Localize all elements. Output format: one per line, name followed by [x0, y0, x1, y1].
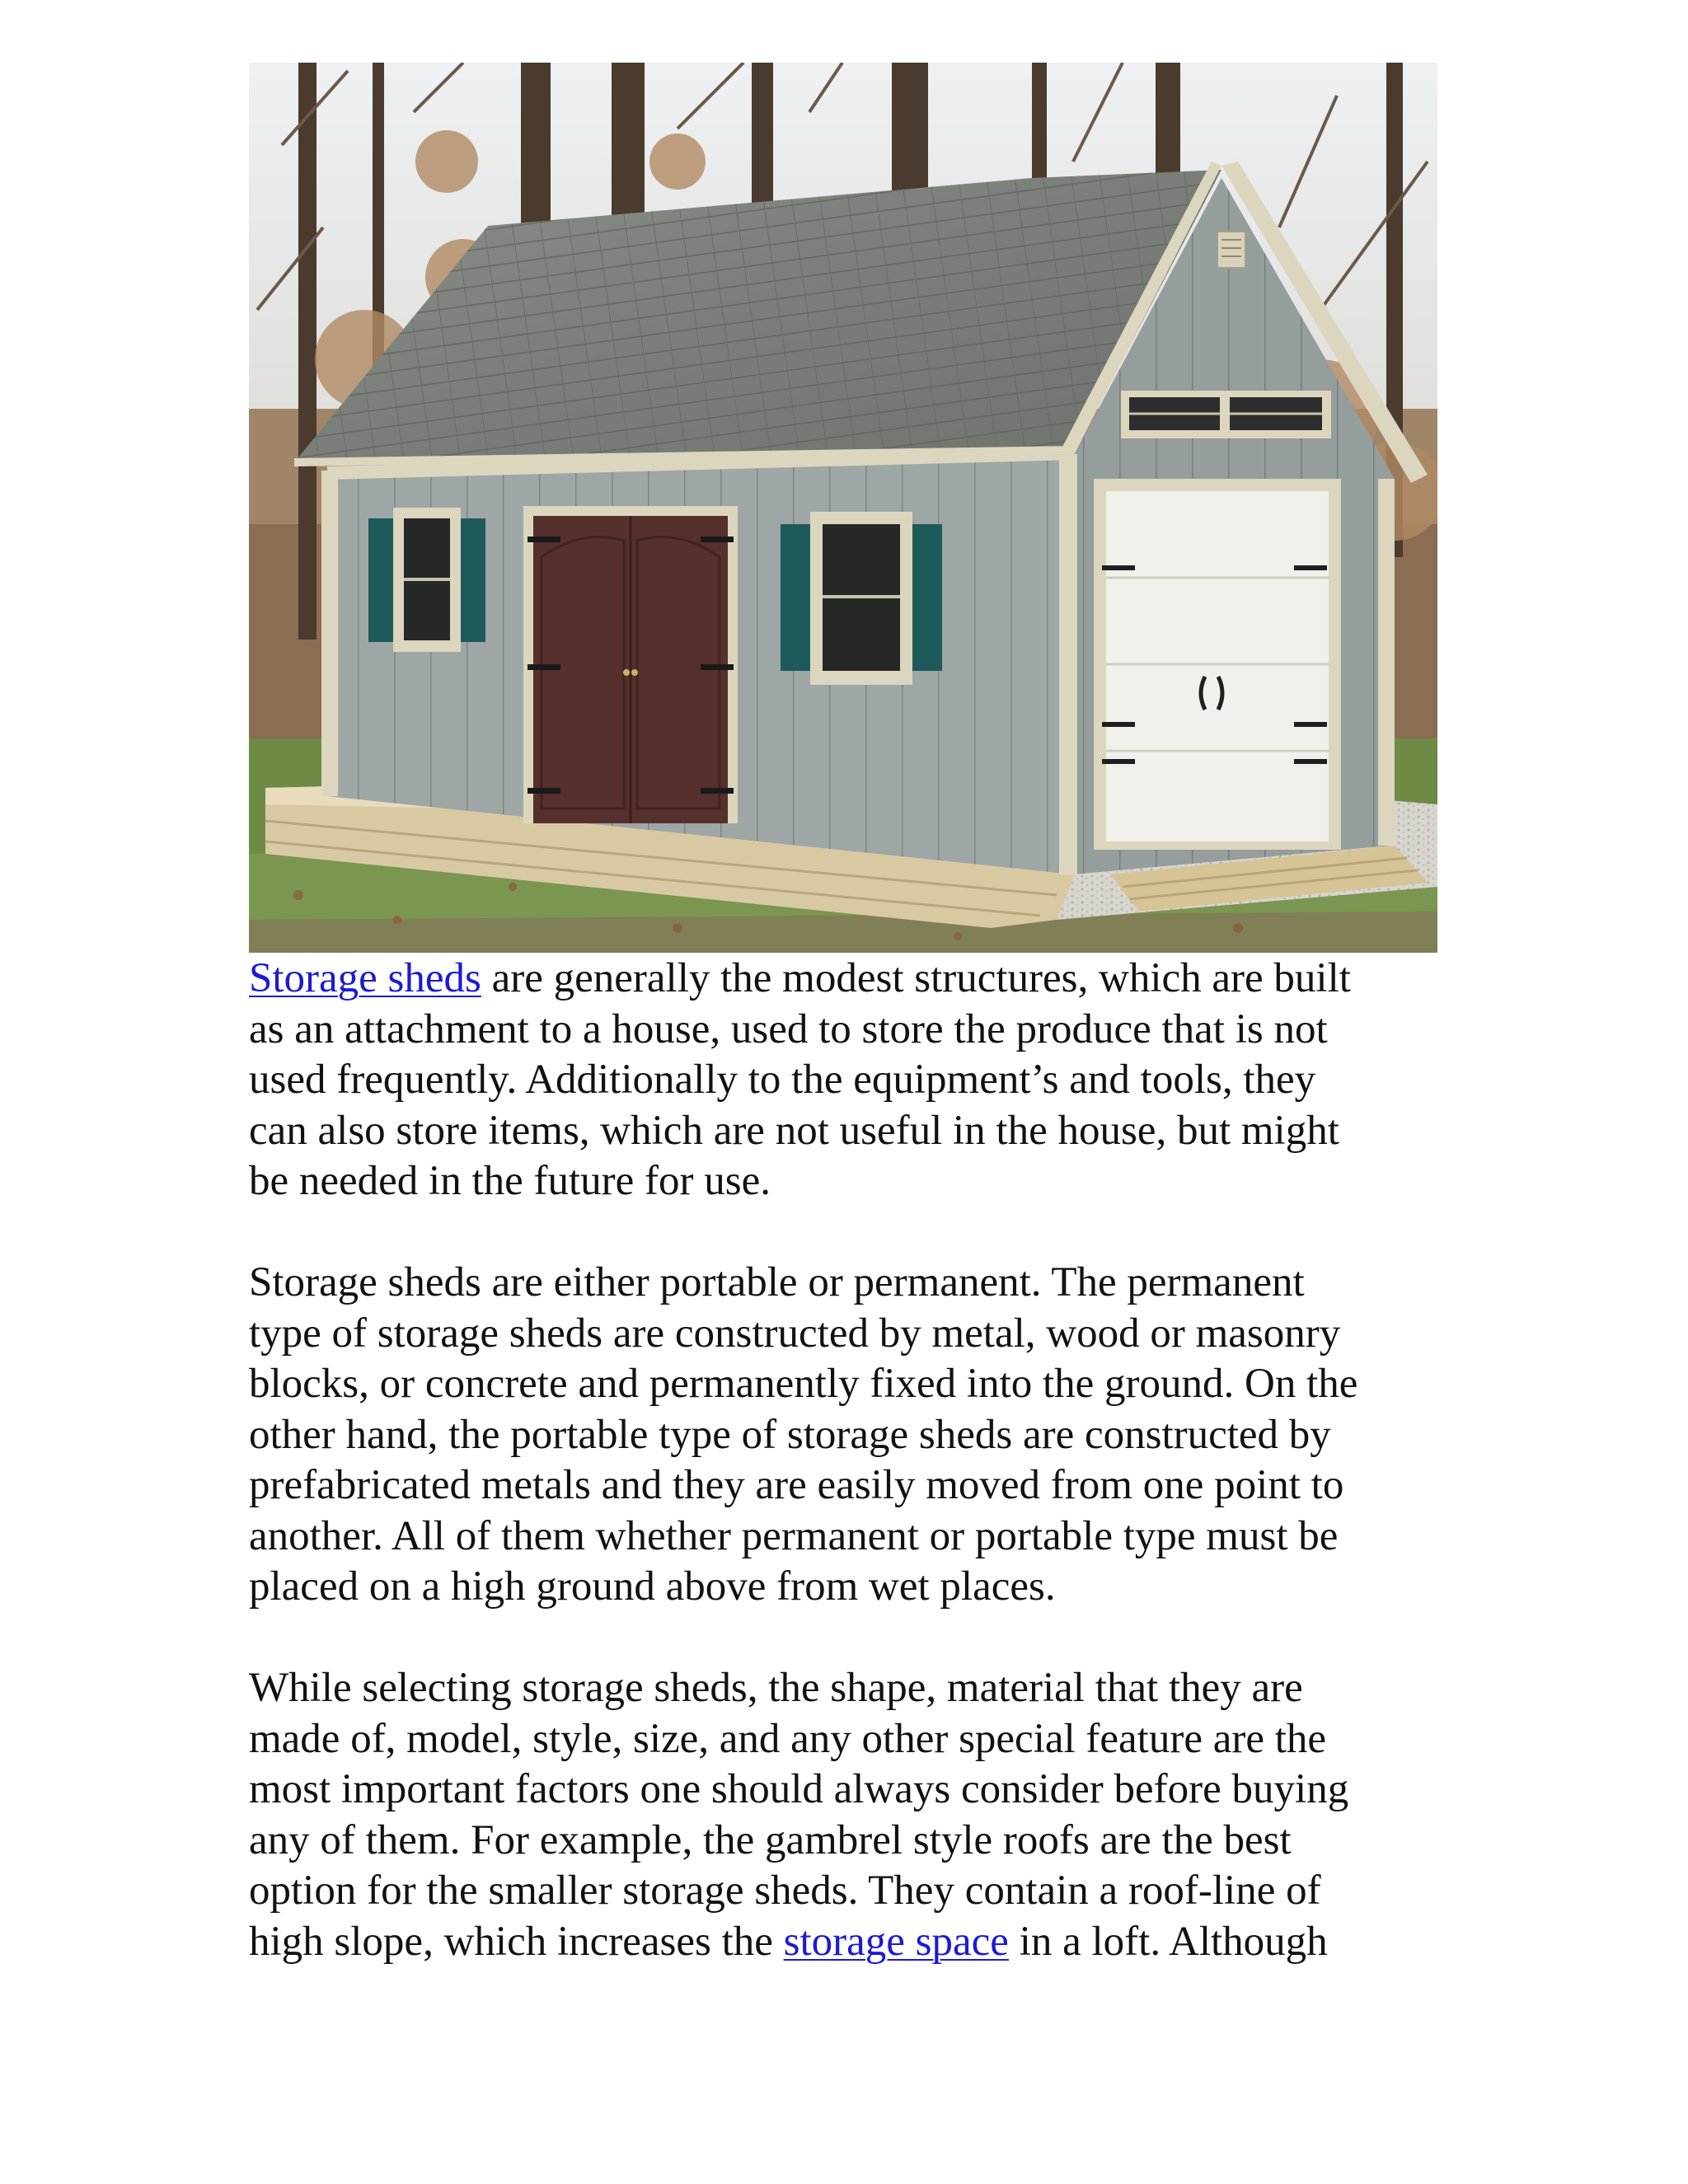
text-line: as an attachment to a house, used to store the produce that is not — [249, 1005, 1328, 1052]
text-line: option for the smaller storage sheds. They contain a roof-line of — [249, 1868, 1321, 1914]
text-line: another. All of them whether permanent or portable type must be — [249, 1512, 1339, 1559]
text-line: blocks, or concrete and permanently fixed into the ground. On the — [249, 1361, 1358, 1407]
paragraph-2 — [249, 1258, 1444, 1613]
text-line — [249, 954, 1444, 1005]
text-line: used frequently. Additionally to the equipment’s and tools, they — [249, 1057, 1316, 1103]
text-line: other hand, the portable type of storage sheds are constructed by — [249, 1411, 1331, 1458]
paragraph-3 — [249, 1663, 1444, 1967]
text-span: high slope, which increases the — [249, 1918, 784, 1965]
text-line: prefabricated metals and they are easily moved from one point to — [249, 1462, 1344, 1508]
text-line: most important factors one should always consider before buying — [249, 1766, 1349, 1812]
text-line: While selecting storage sheds, the shape, material that they are — [249, 1665, 1303, 1711]
text-line: type of storage sheds are constructed by metal, wood or masonry — [249, 1310, 1341, 1357]
text-line: be needed in the future for use. — [249, 1158, 771, 1204]
text-line — [249, 1917, 1444, 1968]
text-line: Storage sheds are either portable or permanent. The permanent — [249, 1259, 1305, 1305]
text-line: placed on a high ground above from wet places. — [249, 1563, 1056, 1610]
article-text — [249, 954, 1444, 2018]
text-span: in a loft. Although — [1008, 1918, 1328, 1965]
text-line: can also store items, which are not useful in the house, but might — [249, 1107, 1339, 1154]
storage-shed-photo — [249, 63, 1437, 953]
text-span: are generally the modest structures, which are built — [481, 955, 1351, 1001]
paragraph-1 — [249, 954, 1444, 1207]
text-line: any of them. For example, the gambrel style roofs are the best — [249, 1816, 1292, 1863]
storage-space-link[interactable]: storage space — [783, 1918, 1009, 1965]
storage-sheds-link[interactable]: Storage sheds — [249, 955, 481, 1001]
text-line: made of, model, style, size, and any other special feature are the — [249, 1715, 1327, 1762]
